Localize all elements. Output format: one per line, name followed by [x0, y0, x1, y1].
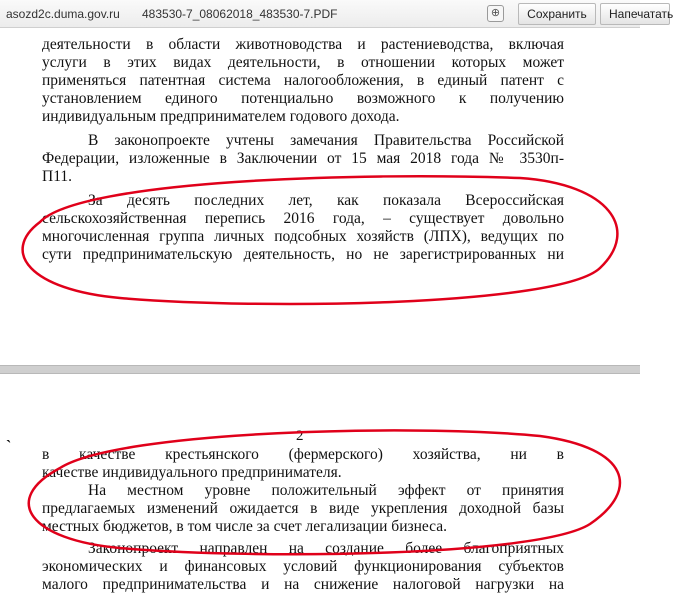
translate-icon[interactable]: ⊕: [487, 5, 504, 22]
text-line: индивидуальным предпринимателем годового дохода.: [42, 108, 400, 125]
text-line: В законопроекте учтены замечания Правительства Российской: [88, 132, 564, 149]
file-name: 483530-7_08062018_483530-7.PDF: [142, 7, 338, 21]
page-number: 2: [296, 428, 304, 444]
text-line: сельскохозяйственная перепись 2016 года, – существует довольно: [42, 210, 564, 227]
document-page-1: [0, 28, 640, 365]
text-line: экономических и финансовых условий функционирования субъектов: [42, 558, 564, 575]
text-line: местных бюджетов, в том числе за счет легализации бизнеса.: [42, 518, 447, 535]
page-separator: [0, 365, 640, 374]
text-line: предлагаемых изменений ожидается в виде укрепления доходной базы: [42, 500, 564, 517]
text-line: малого предпринимательства и на снижение налоговой нагрузки на: [42, 576, 564, 593]
text-line: За десять последних лет, как показала Всероссийская: [88, 192, 564, 209]
text-line: П11.: [42, 168, 72, 185]
text-line: качестве индивидуального предпринимателя.: [42, 464, 342, 481]
text-line: установлением единого потенциально возможного к получению: [42, 90, 564, 107]
text-line: Законопроект направлен на создание более благоприятных: [88, 540, 564, 557]
site-host: asozd2c.duma.gov.ru: [6, 7, 120, 21]
document-page-2: [0, 374, 640, 594]
print-button[interactable]: Напечатать: [600, 3, 670, 25]
text-line: услуги в этих видах деятельности, в отношении которых может: [42, 54, 564, 71]
text-line: сути предпринимательскую деятельность, но не зарегистрированных ни: [42, 246, 564, 263]
text-line: применяться патентная система налогообложения, в единый патент с: [42, 72, 564, 89]
text-line: Федерации, изложенные в Заключении от 15 мая 2018 года № 3530п-: [42, 150, 564, 167]
text-line: в качестве крестьянского (фермерского) хозяйства, ни в: [42, 446, 564, 463]
pdf-viewer-toolbar: [0, 0, 673, 28]
text-line: многочисленная группа личных подсобных хозяйств (ЛПХ), ведущих по: [42, 228, 564, 245]
save-button[interactable]: Сохранить: [518, 3, 596, 25]
text-line: деятельности в области животноводства и растениеводства, включая: [42, 36, 564, 53]
scan-mark: ˋ: [6, 438, 12, 455]
text-line: На местном уровне положительный эффект от принятия: [88, 482, 564, 499]
